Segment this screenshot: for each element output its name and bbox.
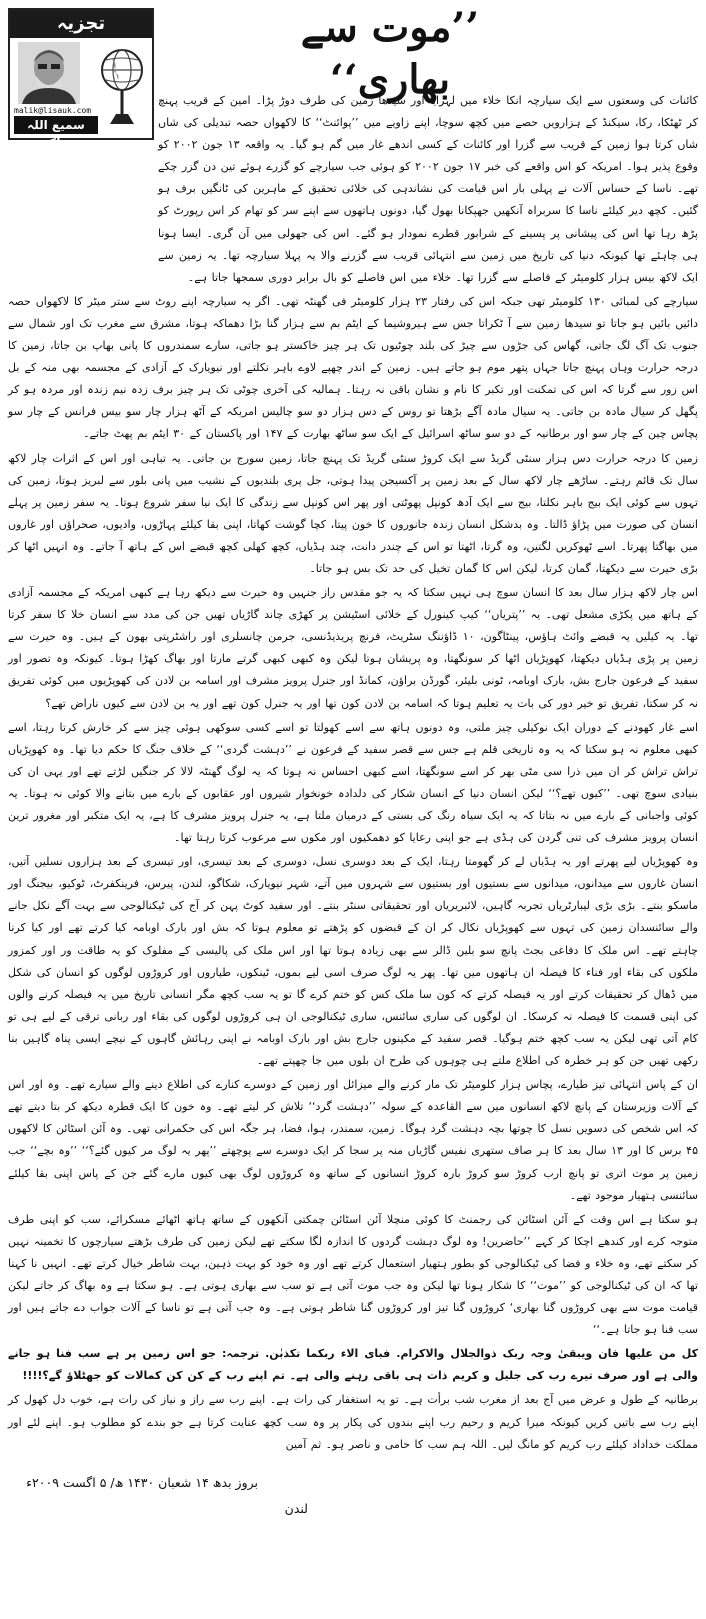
place-name: لندن [284, 1500, 308, 1516]
dateline: بروز بدھ ۱۴ شعبان ۱۴۳۰ ھ/ ۵ اگست ۲۰۰۹ء [26, 1474, 258, 1490]
article-paragraph: کائنات کی وسعتوں سے ایک سیارچہ انکا خلاء میں لہرایا اور سیدھا زمین کی طرف دوڑ پڑا۔ امین کے قریب پہنچ کر ٹھٹکا، رکا، سیکنڈ کے ہزارویں حصے میں کچھ سوچا، اپنے زاویے میں ’’پوائنٹ‘‘ کا لاکھواں حصہ تبدیلی کی شاں شاں کرتا ہوا زمین کے قریب سے گزرا اور کائنات کے کسی اندھے غار میں گم ہو گیا۔ یہ واقعہ ۱۳ جون ۲۰۰۲ کو وقوع پذیر ہوا۔ امریکہ کو اس واقعے کی خبر ۱۷ جون ۲۰۰۲ کو ہوئی جب سیارچے کو گزرے ہوئے تین دن گزر چکے تھے۔ ناسا کے حساس آلات نے پہلی بار اس قیامت کی نشاندہی کی خلائی تحقیق کے ماہرین کی ٹانگیں برف ہو گئیں۔ کچھ دیر کیلئے ناسا کا سربراہ آنکھیں جھپکانا بھول گیا، دونوں ہاتھوں سے اپنے سر کو تھام کر اس رپورٹ کو پڑھ رہا تھا اس کی پیشانی پر پسینے کے شرابور قطرے نمودار ہو گئے۔ اس کی جھولی میں آن گری۔ ایسا ہونا ہی چاہئے تھا کیونکہ دنیا کی تاریخ میں زمین سے انتہائی قریب سے گزرنے والا یہ پہلا سیارچہ تھا۔ یہ زمین سے ایک لاکھ بیس ہزار کلومیٹر کے فاصلے سے گزرا تھا۔ خلاء میں اس فاصلے کو بال برابر دوری سمجھا جاتا ہے۔ [158, 94, 698, 284]
closing-paragraph: برطانیہ کے طول و عرض میں آج بعد از مغرب شب برأت ہے۔ تو یہ استغفار کی رات ہے۔ اپنے رب سے راز و نیاز کی رات ہے، خوب دل کھول کر اپنے رب سے باتیں کریں کیونکہ میرا کریم و رحیم رب اپنے بندوں کی پکار پر وہ سب کچھ عنایت کرتا ہے جو بندے کو مطلوب ہو۔ اپنے لئے اور مملکت خداداد کیلئے رب کریم کو مانگ لیں۔ اللہ ہم سب کا حامی و ناصر ہو۔ ثم آمین [8, 1393, 698, 1451]
article-body [8, 42, 698, 1520]
headline: ’’موت سے بھاری‘‘ [300, 4, 480, 103]
article-paragraph: وہ کھوپڑیاں لیے پھرتے اور یہ ہڈیاں لے کر گھومتا رہتا، ایک کے بعد دوسری نسل، دوسری کے بعد تیسری، اور تیسری کے بعد ہزاروں نسلیں آتیں، انسان غاروں سے میدانوں، میدانوں سے بستیوں اور بستیوں سے شہروں میں آتے، شہر نیویارک، شکاگو، لندن، پیرس، فرینکفرٹ، ٹوکیو، بیجنگ اور ماسکو بنتے۔ بڑی بڑی لیبارٹریاں تجربہ گاہیں، لائبریریاں اور تحقیقاتی سنٹر بنتے۔ اور سفید کوٹ پہن کر آج کی ٹیکنالوجی سے بہت آگے نکل جانے والے سائنسدان زمین کی تہوں سے کھوپڑیاں نکال کر ان کے قبضوں کو پڑھتے تو معلوم ہوتا کہ بش اور بارک اوبامہ کیا کرتے تھے اور کیا کرنا چاہتے تھے۔ اس ملک کا دفاعی بجٹ پانچ سو بلین ڈالر سے بھی زیادہ ہوتا تھا اور اس ملک کی پالیسی کے مفلوک کو یہ طاقت ور اور کمزور ملکوں کی بقاء اور فناء کا فیصلہ ان ہاتھوں میں تھا۔ پھر یہ لوگ صرف اسی لیے بموں، ٹینکوں، طیاروں اور کروڑوں لوگوں کو انسان کی شکل میں ڈھال کر تحقیقات کرتے اور یہ فیصلہ کرتے کہ کون سا ملک کس کو ختم کرے گا تو یہ سب کچھ مگر انسانی تاریخ میں یہ فیصلہ کرنے والوں کی اپنی قسمت کا فیصلہ نہ کرسکا۔ ان لوگوں کی ساری سائنس، ساری ٹیکنالوجی ان ہی کروڑوں لوگوں کی بقاء اور ربانی ترقی کے لیے ہی تو کام آتی تھی لیکن یہ سب کچھ ختم ہوگیا۔ قصر سفید کے مکینوں جارج بش اور بارک اوبامہ نے اپنی رہائش گاہوں کے نیچے ایسی پناہ گاہیں بنا رکھی تھیں جن کو ہر خطرہ کی اطلاع ملتے ہی چوہوں کی طرح ان بلوں میں جا چھپتے تھے۔ [8, 855, 699, 1068]
article-paragraph: اس چار لاکھ ہزار سال بعد کا انسان سوچ ہی نہیں سکتا کہ یہ جو مقدس راز جنہیں وہ حیرت سے دیکھ رہا ہے کبھی امریکہ کے مجسمہ آزادی کے ہاتھ میں پکڑی مشعل تھی۔ یہ ’’پتریاں‘‘ کیپ کینورل کے خلائی اسٹیشن پر کھڑی چاند گاڑیاں تھیں جن کی مدد سے انسان خلا کا سفر کرتا تھا۔ یہ کیلیں یہ قبضے وائٹ ہاؤس، پینٹاگون، ۱۰ ڈاؤننگ سٹریٹ، فرنچ پریذیڈنسی، جرمن چانسلری اور راشٹرپتی بھون کے ہیں۔ وہ حیرت سے زمین پر پڑی ہڈیاں دیکھتا، کھوپڑیاں اٹھا کر سونگھتا، وہ پریشان ہوتا لیکن وہ کبھی کبھی گرتے مارتا اور بھاگ کھڑا ہوتا۔ کیونکہ وہ تصور اور سفید کے فرعون جارج بش، بارک اوبامہ، ٹونی بلیئر، گورڈن براؤن، کمانڈ اور جنرل پرویز مشرف اور اسامہ بن لادن کی کھوپڑیوں میں کوئی تفریق نہ کر سکتا، تفریق تو خیر دور کی بات یہ تعلیم ہوتا کہ اسامہ بن لادن کون تھا اور یہ جنرل کون تھے اور یہ بن لادن سے کیوں ناراض تھے؟ [8, 586, 698, 710]
article-paragraph: اسے غار کھودنے کے دوران ایک نوکیلی چیز ملتی، وہ دونوں ہاتھ سے اسے کھولتا تو اسے کسی سوکھی ہوئی چیز سے کر خارش کرتا رہتا، اسے کبھی معلوم نہ ہو سکتا کہ یہ وہ تاریخی قلم ہے جس سے قصر سفید کے فرعون نے ’’دہشت گردی‘‘ کے خلاف جنگ کا حکم دیا تھا۔ وہ کھوپڑیاں تراش تراش کر ان میں ذرا سی مٹی بھر کر اسے سونگھتا، اسے کبھی احساس نہ ہوتا کہ یہ لوگ گھنٹہ لالا کر جنگیں لڑتے تھے اور یہی ان کی بنیادی سوچ تھی۔ ’’کیوں تھے؟‘‘ لیکن انسان دنیا کے انسان شکار کی دلدادہ خونخوار شیروں اور عقابوں کے بارے میں بتانے والا کوئی نہ ہوتا۔ یہ کوئی واجبانی کے بارے میں نہ بتاتا کہ یہ ایک سیاہ رنگ کی بستی کے درمیان ملتا ہے، یہ جنرل پرویز مشرف کا ہے، یہ ایک متکبر اور مغرور ترین انسان پرویز مشرف کی تنی گردن کی ہڈی ہے جو اپنی رعایا کو دھمکیوں اور مکوں سے مرعوب کرتا رہتا تھا۔ [8, 720, 698, 845]
author-name: سمیع اللہ ملک [14, 116, 98, 134]
article-paragraph: زمین کا درجہ حرارت دس ہزار سنٹی گریڈ سے ایک کروڑ سنٹی گریڈ تک پہنچ جاتا، زمین سورج بن جاتی۔ یہ تباہی اور اس کے اثرات چار لاکھ سال تک قائم رہتے۔ ساڑھے چار لاکھ سال کے بعد زمین پر آکسیجن پیدا ہوتی، جل پری بلندیوں کے نشیب میں پانی بلور سے لبریز ہوتا، زمین کی تہوں سے کوئی ایک بیج باہر نکلتا، بیج سے ایک آدھ کونپل پھوٹتی اور پھر اس کونپل سے زندگی کا ایک نیا سفر شروع ہوتا۔ یہ سفر زمین پر پہلے انسان کی صورت میں پڑاؤ ڈالتا۔ وہ بدشکل انسان زندہ جانوروں کا خون پیتا، کچا گوشت کھاتا، اپنی بقا کیلئے پہاڑوں، وادیوں، صحراؤں اور غاروں میں بھاگتا پھرتا۔ اسے ٹھوکریں لگتیں، وہ گرتا، اٹھتا تو اس کے چندر دانت، چند ہڈیاں، کچھ کھلی کچھ قبضے اس کے ہاتھ آ جاتے۔ وہ انہیں اٹھا کر بڑی حیرت سے دیکھتا، گمان کرتا، لیکن اس کا گمان تخیل کی حد تک بس ہو جاتا۔ [8, 451, 698, 575]
article-paragraph: ہو سکتا ہے اس وقت کے آئن اسٹائن کی رجمنٹ کا کوئی منچلا آئن اسٹائن چمکتی آنکھوں کے ساتھ ہاتھ اٹھائے مسکرائے، سب کو اپنی طرف متوجہ کرے اور کندھے اچکا کر کہے ’’حاضرین! وہ لوگ دہشت گردوں کا اندازہ لگا سکتے تھے لیکن زمین کی طرف بڑھتے سیارچوں کا تخمینہ نہیں کر سکتے تھے، وہ خلاء و فضا کی ٹیکنالوجی کو بطور ہتھیار استعمال کرتے تھے اور وہ خود کو بہت ذہین، بہت شاطر خیال کرتے تھے۔ انہیں نا کہنا تھا کہ ان کی ٹیکنالوجی کو ’’موت‘‘ کا شکار ہونا تھا لیکن وہ جب موت آتی ہے تو سب سے بھاری ہوتی ہے۔ ہو سکتا ہے وہ بھاگ کر جاتے لیکن قیامت موت سے بھی کروڑوں گنا بھاری‘ کروڑوں گنا تیز اور کروڑوں گنا شاطر ہوتی ہے۔ وہ جب آتی ہے تو ناسا کے آلات جواب دے جاتے ہیں اور سب فنا ہو جاتا ہے۔‘‘ [8, 1212, 698, 1337]
article-paragraph: ان کے پاس انتہائی تیز طیارے، پچاس ہزار کلومیٹر تک مار کرنے والے میزائل اور زمین کے دوسرے کنارے کی اطلاع دینے والے سیارے تھے۔ وہ اور اس کے آلات وزیرستان کے پانچ لاکھ انسانوں میں سے القاعدہ کے سولہ ’’دہشت گرد‘‘ تلاش کر لیتے تھے۔ وہ خون کا ایک قطرہ دیکھ کر بتا دیتے تھے کہ اس شخص کی دسویں نسل کا چوتھا بچہ دہشت گرد ہوگا۔ زمین، سمندر، ہوا، فضا، ہر جگہ اس کی حکمرانی تھی۔ وہ آئن اسٹائن کا لاکھوں ۴۵ برس کا اور ۱۳ سال بعد کا ہر صاف ستھری نفیس گاڑیاں منہ پر سجا کر ایک دوسرے سے پوچھتے ’’پھر یہ لوگ مر کیوں گئے؟‘‘ ’’وہ بچے‘‘ جب زمین پر موت اتری تو پانچ ارب کروڑ سو کروڑ بارہ کروڑ انسانوں کے ساتھ وہ کروڑوں لوگ بھی کیوں مارے گئے جن کے پاس اپنی بقا کیلئے سائنسی ہتھیار موجود تھے۔ [8, 1078, 698, 1202]
quran-verse-paragraph: کل من علیھا فان ویبقیٰ وجہ ربک ذوالجلال والاکرام. فبای الاء ربکما تکذبٰن. ترجمہ: جو اس زمین پر ہے سب فنا ہو جانے والی ہے اور صرف تیرے رب کی جلیل و کریم ذات ہی باقی رہنے والی ہے۔ تم اپنے رب کے کن کن کمالات کو جھٹلاؤ گے؟!!!! [8, 1347, 698, 1383]
column-name: تجزیہ [10, 10, 152, 38]
author-email: malik@lisauk.com [14, 106, 92, 115]
article-paragraph: سیارچے کی لمبائی ۱۳۰ کلومیٹر تھی جبکہ اس کی رفتار ۲۳ ہزار کلومیٹر فی گھنٹہ تھی۔ اگر یہ سیارچہ اپنے روٹ سے ستر میٹر کا لاکھواں حصہ دائیں بائیں ہو جاتا تو سیدھا زمین سے آ ٹکراتا جس سے ہیروشیما کے ایٹم بم سے ہزار گنا بڑا دھماکہ ہوتا، مشرق سے مغرب تک اور شمال سے جنوب تک آگ لگ جاتی، گھاس کی جڑوں سے چیڑ کی بلند چوٹیوں تک ہر چیز خاکستر ہو جاتی، سارے سمندروں کا پانی بھاپ بن جاتا، زمین کا درجہ حرارت وہاں پہنچ جاتا جہاں پتھر موم ہو جاتے ہیں۔ زمین کے اندر چھپے لاوے باہر نکلتے اور نیویارک کے آزادی کے مجسمہ بھی منہ کے بل اس زور سے گرتا کہ اس کی تمکنت اور تکبر کا نام و نشان باقی نہ رہتا۔ ہمالیہ کی آخری چوٹی تک ہر چیز برف زدہ نیم زندہ اور مردہ ہو کر پگھل کر سیال مادہ بن جاتی۔ یہ سیال مادہ آگے بڑھتا تو روس کے دس ہزار دو سو چالیس امریکہ کے آٹھ ہزار چار سو بیس فرانس کے چار سو پچاس چین کے چار سو اور برطانیہ کے دو سو ساٹھ اسرائیل کے ایک سو ساٹھ بھارت کے ۱۴۷ اور پاکستان کے ۳۰ ایٹم بم پھٹ جاتے۔ [8, 294, 698, 441]
